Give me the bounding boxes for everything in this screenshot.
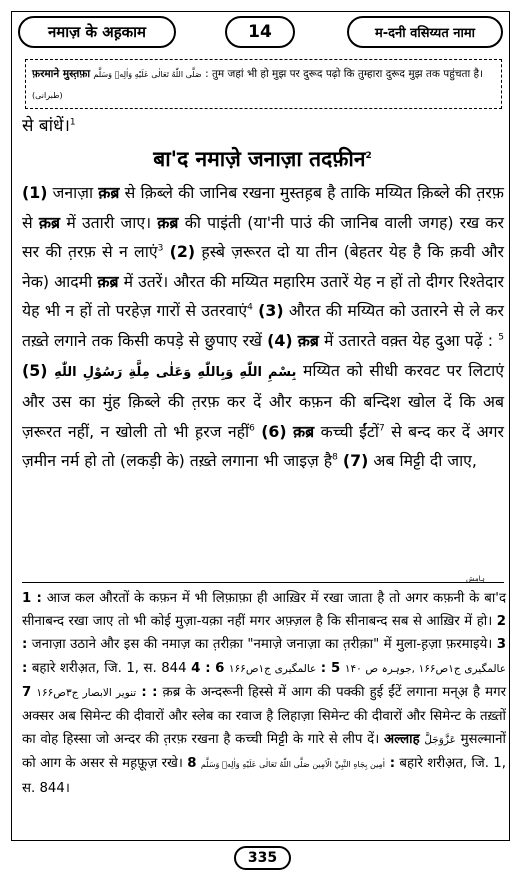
footnote-number: 5 : <box>320 660 341 676</box>
footnote-text: आज कल औरतों के कफ़न में भी लिफ़ाफ़ा ही आख़िर में रखा जाता है तो अगर कफ़नी के बा'द सीनाबन्द रखा जाए तो भी कोई मुज़ा-यक़ा नहीं मगर अफ़्ज़ल है कि सीनाबन्द सब से आख़िर में हो। <box>22 591 507 630</box>
notice-source: (طبرانی) <box>32 91 63 100</box>
footnote-text: क़ब्र के अन्दरूनी हिस्से में आग की पक्की हुई ईंटें लगाना मन्अ़ है मगर अक्सर अब सिमेन्ट की दीवारों और स्लेब का रवाज है लिहाज़ा सिमेन्ट की दीवारों और सिमेन्ट के तख़्तों का वोह हिस्सा जो अन्दर की त़रफ़ रखना है कच्ची मिट्टी के गारे से लीप दें। <box>22 684 507 748</box>
footnote-text-allah: अल्लाह <box>383 732 420 748</box>
notice-label: फ़रमाने मुस्त़फ़ा <box>32 68 91 80</box>
footnote-number: 2 : <box>22 614 506 653</box>
footnote-text: बहारे शरीअ़त, जि. 1, स. 844। <box>22 756 506 796</box>
notice-text: : तुम जहां भी हो मुझ पर दुरूद पढ़ो कि तुम्हारा दुरूद मुझ तक पहुंचता है। <box>205 68 484 80</box>
footnote-arabic: عَزَّوَجَلَّ <box>424 734 456 747</box>
point-number-2: (2) <box>169 242 196 262</box>
footnote-number: 6 : <box>141 660 225 700</box>
footnote-ref-2: 2 <box>365 151 372 161</box>
term-qabr: क़ब्र <box>297 330 319 350</box>
footnote-number: 3 : <box>22 637 506 676</box>
text-span: की पाइंती (या'नी पाउं की जानिब वाली जगह) रख कर सर की त़रफ़ से न लाएं <box>22 212 504 262</box>
term-qabr: क़ब्र <box>98 183 120 202</box>
footnote-text: बहारे शरीअ़त, जि. 1, स. 844 <box>31 660 187 676</box>
section-heading <box>0 145 525 173</box>
text-span: में उतारते वक़्त येह दुआ पढ़ें : <box>324 330 494 350</box>
footnote-number: 7 : <box>22 684 158 700</box>
term-qabr: क़ब्र <box>97 271 119 291</box>
footnote-ref-4: 4 <box>247 303 253 314</box>
footnote-number: 8 : <box>187 756 396 772</box>
point-number-1: (1) <box>22 183 48 202</box>
text-span: से बन्द कर दें अगर ज़मीन नर्म हो तो (लकड़ी के) तख़्ते लगाना भी जाइज़ है <box>22 421 504 471</box>
arabic-dua: بِسْمِ اللّٰهِ وَبِاللّٰهِ وَعَلٰى مِلَّةِ رَسُوْلِ اللّٰهِ <box>54 364 297 380</box>
text-span: कच्ची ईंटों <box>320 421 379 441</box>
text-span: ह़स्बे ज़रूरत दो या तीन (बेहतर येह है कि क़वी और नेक) आदमी <box>22 242 504 291</box>
point-number-5: (5) <box>22 360 48 380</box>
footnote-number: 4 : <box>191 660 211 676</box>
header-section-number: 14 <box>225 16 295 48</box>
continuation-text: से बांधें। <box>22 116 70 136</box>
text-span: मय्यित को सीधी करवट पर लिटाएं और उस का मुंह क़िब्ले की त़रफ़ कर दें और कफ़न की बन्दिश खोल दें कि अब ज़रूरत नहीं, न खोली तो भी ह़रज नहीं <box>22 360 504 441</box>
heading-text: बा'द नमाज़े जनाज़ा तदफ़ीन <box>153 147 366 171</box>
footnote-text: मुसल्मानों को आग के असर से मह़फ़ूज़ रखे। <box>22 732 507 772</box>
point-number-6: (6) <box>261 421 287 441</box>
term-qabr: क़ब्र <box>293 421 315 441</box>
hadith-notice-box <box>25 59 502 109</box>
text-span: औरत की मय्यित को उतारने से ले कर तख़्ते लगाने तक किसी कपड़े से छुपाए रखें <box>22 301 504 350</box>
text-span: में उतरें। औरत की मय्यित महारिम उतारें येह न हों तो दीगर रिश्तेदार येह भी न हों तो परहेज़ गारों से उतरवाएं <box>22 271 505 321</box>
text-span: से क़िब्ले की जानिब रखना मुस्तह़ब है ताकि मय्यित क़िब्ले की त़रफ़ से <box>22 183 504 232</box>
point-number-3: (3) <box>258 301 284 321</box>
main-paragraph <box>22 178 504 476</box>
text-span: जनाज़ा <box>52 183 94 202</box>
footnote-ref-8: 8 <box>332 453 338 464</box>
footnote-text: تنویر الابصار ج۳ص۱۶۶ <box>36 686 137 699</box>
footnotes <box>22 587 506 800</box>
footnote-ref-3: 3 <box>157 243 164 254</box>
footnote-text: जनाज़ा उठाने और इस की नमाज़ का त़रीक़ा "नमाज़े जनाज़ा का त़रीक़ा" में मुला-ह़ज़ा फ़रमाइये। <box>31 637 493 653</box>
footnote-number: 1 : <box>22 591 42 606</box>
text-span: में उतारी जाए। <box>66 212 152 232</box>
footnote-ref-6: 6 <box>249 423 255 434</box>
footnote-ref-1: 1 <box>69 117 76 128</box>
point-number-4: (4) <box>267 330 293 350</box>
header-chapter-title: म-दनी वसिय्यत नामा <box>347 16 503 48</box>
term-qabr: क़ब्र <box>38 212 61 232</box>
footnote-arabic: اٰمِين بِجَاهِ النَّبِيِّ الْاَمِين صَلَّى اللّٰهُ تَعَالٰى عَلَيْهِ وَاٰلِهٖ وَسَلَّم <box>200 760 385 770</box>
text-span: अब मिट्टी दी जाए, <box>373 451 477 471</box>
header-book-title: नमाज़ के अह़काम <box>18 16 176 48</box>
footnote-text: عالمگیری ج۱ص۱۶۶ ,جوہرہ ص ۱۴۰ <box>344 662 506 675</box>
separator-mark: ہامِش <box>466 575 485 583</box>
continuation-line <box>22 112 504 142</box>
point-number-7: (7) <box>342 451 369 471</box>
footnote-ref-7: 7 <box>378 423 385 434</box>
footnote-separator <box>22 582 504 583</box>
page-number: 335 <box>234 846 291 870</box>
footnote-text: عالمگیری ج۱ص۱۶۶ <box>228 662 317 675</box>
term-qabr: क़ब्र <box>157 212 179 232</box>
footnote-ref-5: 5 <box>498 332 504 343</box>
notice-arabic-blessing: صَلَّى اللّٰهُ تَعَالٰى عَلَيْهِ وَاٰلِهٖ وَسَلَّم <box>93 70 202 79</box>
